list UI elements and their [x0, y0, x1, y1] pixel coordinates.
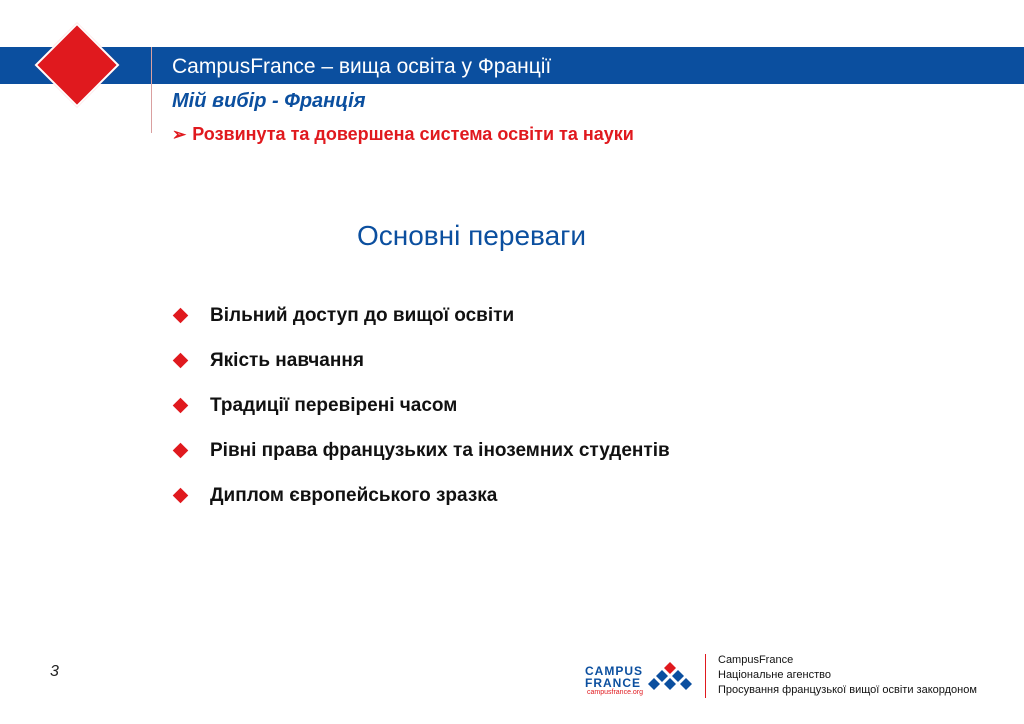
arrow-bullet-icon: ➢: [172, 125, 187, 144]
list-item: [172, 383, 670, 428]
diamond-bullet-icon: [173, 398, 189, 414]
list-item: [172, 473, 670, 518]
list-item-text: Вільний доступ до вищої освіти: [210, 304, 515, 326]
list-item: [172, 293, 670, 338]
header-subtitle: Мій вибір - Франція: [172, 90, 366, 112]
red-diamond-icon: [35, 23, 120, 108]
header-title: CampusFrance – вища освіта у Франції: [172, 55, 552, 78]
list-item: [172, 428, 670, 473]
page-number: 3: [50, 663, 59, 680]
list-item-text: Рівні права французьких та іноземних студентів: [210, 439, 670, 461]
logo-word-campus: CAMPUS: [585, 664, 644, 678]
advantages-list: [172, 293, 670, 518]
header-band-line: [0, 83, 1024, 84]
diamond-bullet-icon: [173, 353, 189, 369]
agency-line1: Національне агенство: [718, 669, 831, 681]
diamond-bullet-icon: [173, 488, 189, 504]
logo-url: campusfrance.org: [587, 689, 644, 696]
list-item-text: Традиції перевірені часом: [210, 394, 458, 416]
footer-divider: [705, 654, 706, 698]
diamond-bullet-icon: [173, 308, 189, 324]
header-key-point-text: Розвинута та довершена система освіти та науки: [192, 124, 634, 144]
agency-line2: Просування французької вищої освіти закордоном: [718, 684, 977, 696]
logo-pyramid-icon: [645, 660, 695, 694]
agency-name: CampusFrance: [718, 654, 794, 666]
list-item-text: Диплом європейського зразка: [210, 484, 498, 506]
campusfrance-logo: [585, 658, 695, 698]
list-item: [172, 338, 670, 383]
diamond-bullet-icon: [173, 443, 189, 459]
header-divider: [151, 47, 152, 133]
section-title: Основні переваги: [356, 220, 587, 251]
footer-agency-info: [718, 653, 977, 698]
logo-word-france: FRANCE: [585, 676, 641, 690]
list-item-text: Якість навчання: [210, 349, 364, 371]
header-key-point: [172, 124, 634, 145]
